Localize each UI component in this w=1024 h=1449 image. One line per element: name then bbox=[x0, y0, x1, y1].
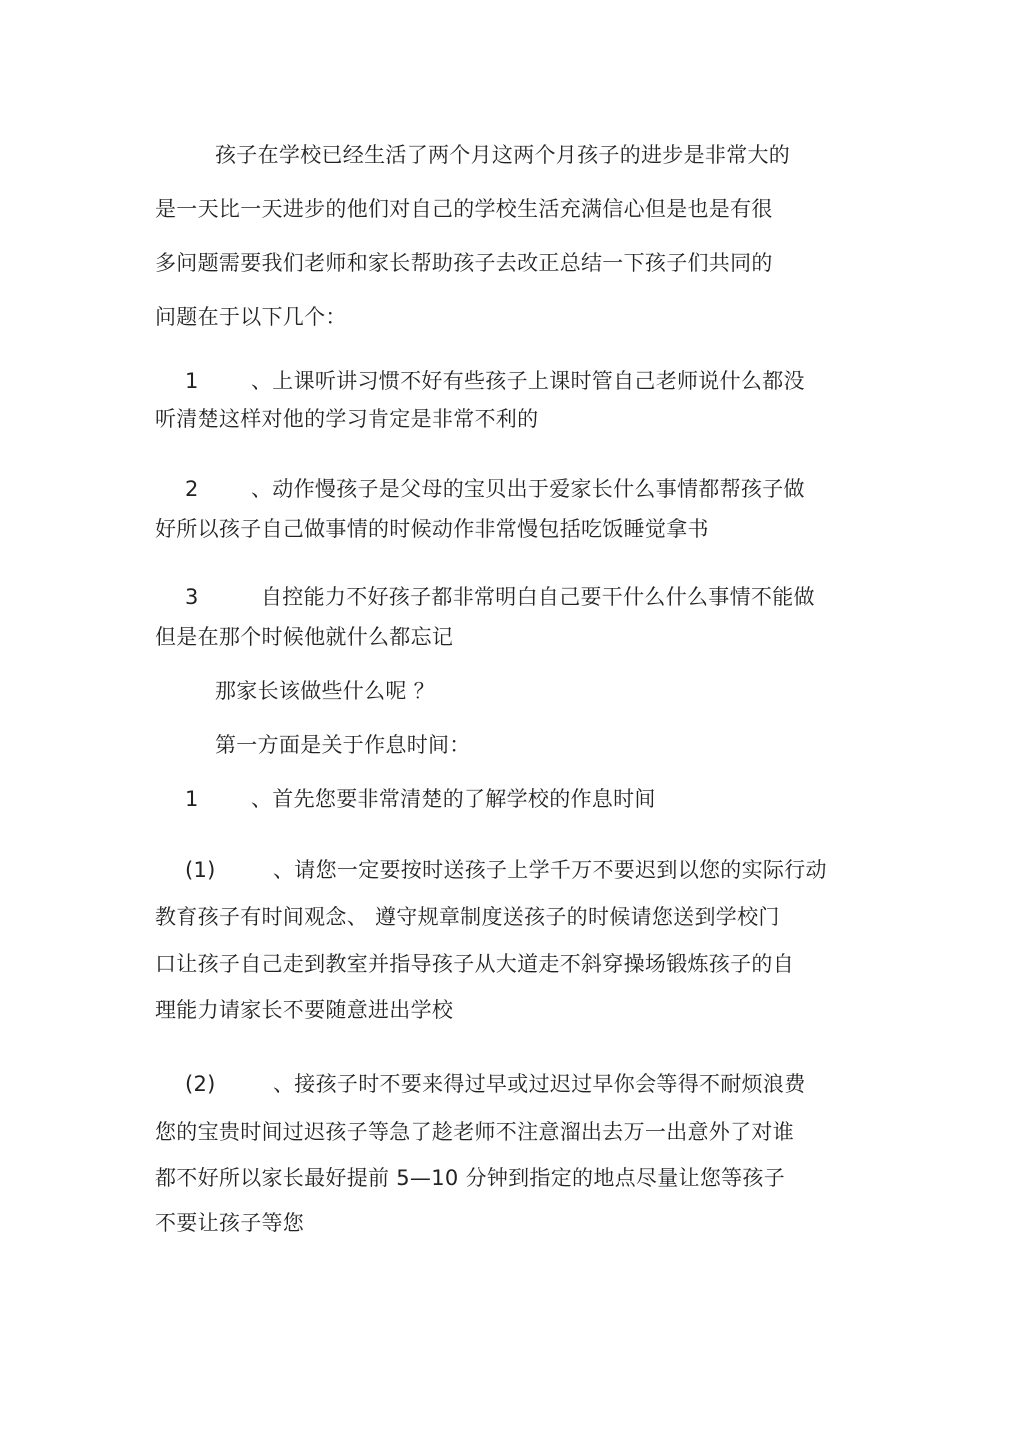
sub-2-text: 、接孩子时不要来得过早或过迟过早你会等得不耐烦浪费 bbox=[273, 1072, 806, 1096]
sub-2-line-4: 不要让孩子等您 bbox=[155, 1211, 305, 1235]
sub-1-line-1 bbox=[155, 855, 827, 885]
problem-3-number: 3 bbox=[185, 585, 199, 609]
problem-2-line-2: 好所以孩子自己做事情的时候动作非常慢包括吃饭睡觉拿书 bbox=[155, 517, 709, 541]
problem-2-number: 2 bbox=[185, 477, 199, 501]
problem-1-text: 、上课听讲习惯不好有些孩子上课时管自己老师说什么都没 bbox=[251, 369, 805, 393]
problem-1-line-2: 听清楚这样对他的学习肯定是非常不利的 bbox=[155, 407, 539, 431]
sub-2-line-3: 都不好所以家长最好提前 5—10 分钟到指定的地点尽量让您等孩子 bbox=[155, 1166, 786, 1190]
problem-2-text: 、动作慢孩子是父母的宝贝出于爱家长什么事情都帮孩子做 bbox=[251, 477, 805, 501]
point-1-line bbox=[155, 784, 656, 814]
intro-line-1: 孩子在学校已经生活了两个月这两个月孩子的进步是非常大的 bbox=[215, 143, 791, 167]
intro-line-4: 问题在于以下几个： bbox=[155, 305, 347, 329]
problem-1-line-1 bbox=[155, 366, 805, 396]
intro-line-3: 多问题需要我们老师和家长帮助孩子去改正总结一下孩子们共同的 bbox=[155, 251, 773, 275]
problem-3-text: 自控能力不好孩子都非常明白自己要干什么什么事情不能做 bbox=[261, 585, 815, 609]
problem-3-line-2: 但是在那个时候他就什么都忘记 bbox=[155, 625, 454, 649]
section-heading: 第一方面是关于作息时间： bbox=[215, 733, 471, 757]
problem-2-line-1 bbox=[155, 474, 805, 504]
problem-3-line-1 bbox=[155, 582, 815, 612]
sub-2-number: (2) bbox=[185, 1072, 216, 1096]
sub-2-line-1 bbox=[155, 1069, 806, 1099]
intro-line-2: 是一天比一天进步的他们对自己的学校生活充满信心但是也是有很 bbox=[155, 197, 773, 221]
point-1-number: 1 bbox=[185, 787, 199, 811]
question-line: 那家长该做些什么呢 ？ bbox=[215, 679, 435, 703]
sub-1-number: (1) bbox=[185, 858, 216, 882]
sub-1-line-2: 教育孩子有时间观念、 遵守规章制度送孩子的时候请您送到学校门 bbox=[155, 905, 780, 929]
sub-2-line-2: 您的宝贵时间过迟孩子等急了趁老师不注意溜出去万一出意外了对谁 bbox=[155, 1120, 794, 1144]
sub-1-line-4: 理能力请家长不要随意进出学校 bbox=[155, 998, 454, 1022]
sub-1-text: 、请您一定要按时送孩子上学千万不要迟到以您的实际行动 bbox=[273, 858, 827, 882]
problem-1-number: 1 bbox=[185, 369, 199, 393]
point-1-text: 、首先您要非常清楚的了解学校的作息时间 bbox=[251, 787, 656, 811]
sub-1-line-3: 口让孩子自己走到教室并指导孩子从大道走不斜穿操场锻炼孩子的自 bbox=[155, 952, 794, 976]
